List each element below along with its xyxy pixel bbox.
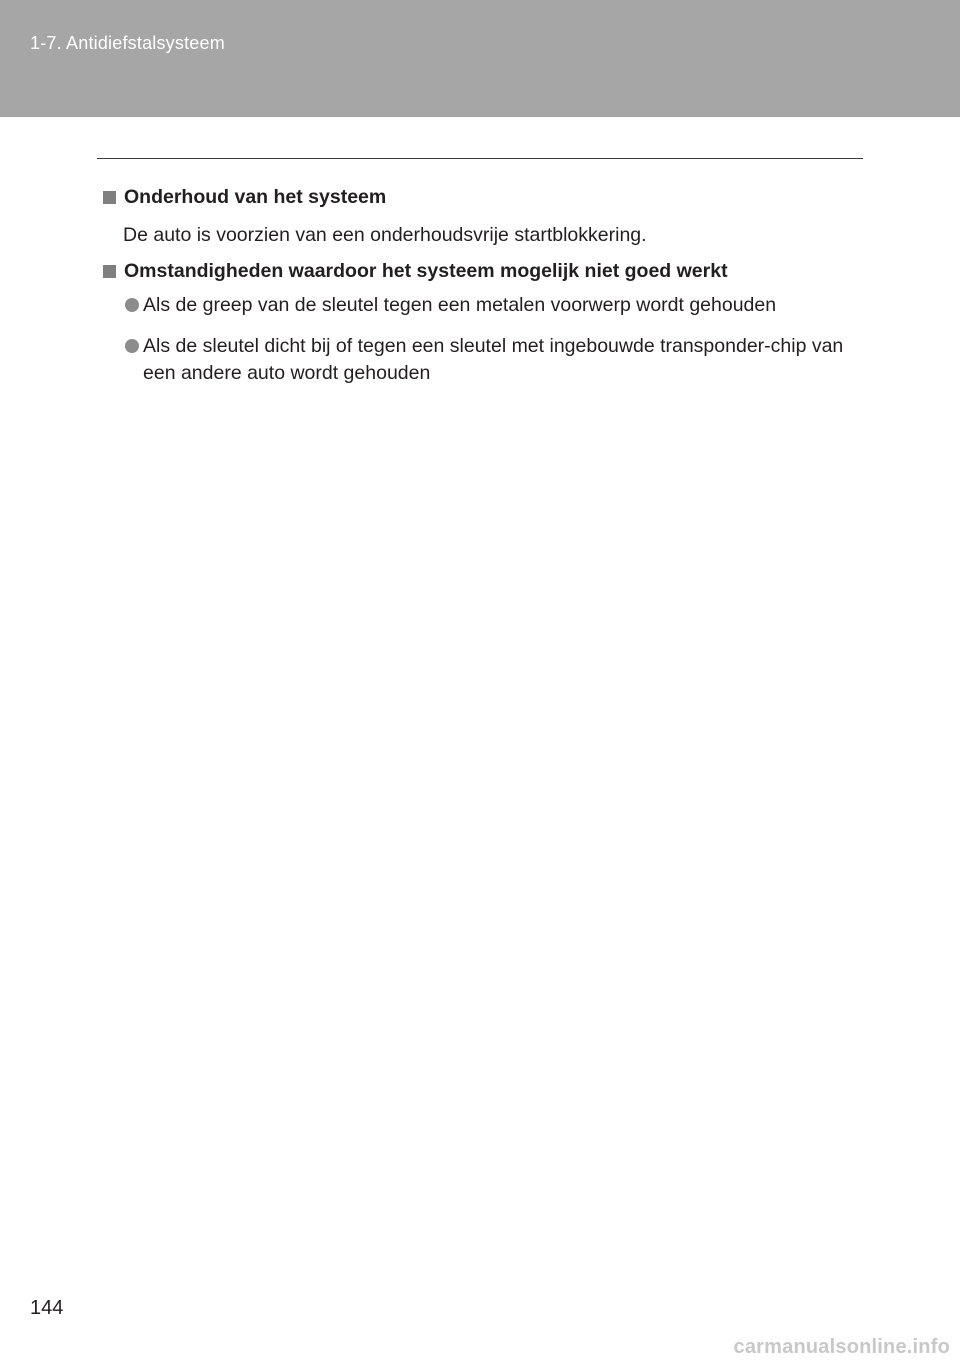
heading-conditions bbox=[103, 260, 728, 283]
page-number: 144 bbox=[30, 1297, 64, 1319]
header-band bbox=[0, 0, 960, 117]
circle-bullet-icon bbox=[125, 298, 139, 312]
list-item bbox=[123, 333, 863, 387]
section-title: 1-7. Antidiefstalsysteem bbox=[30, 33, 225, 53]
square-bullet-icon bbox=[103, 191, 116, 204]
heading-text: Omstandigheden waardoor het systeem mogelijk niet goed werkt bbox=[124, 260, 728, 282]
watermark: carmanualsonline.info bbox=[733, 1336, 950, 1358]
list-item-text: Als de sleutel dicht bij of tegen een sleutel met ingebouwde transponder-chip van een andere auto wordt gehouden bbox=[143, 335, 844, 384]
list-item-text: Als de greep van de sleutel tegen een metalen voorwerp wordt gehouden bbox=[143, 294, 777, 316]
circle-bullet-icon bbox=[125, 339, 139, 353]
heading-maintenance bbox=[103, 186, 386, 209]
heading-text: Onderhoud van het systeem bbox=[124, 186, 387, 208]
horizontal-rule bbox=[97, 158, 863, 159]
paragraph-maintenance: De auto is voorzien van een onderhoudsvrije startblokkering. bbox=[123, 224, 647, 246]
list-item bbox=[123, 292, 863, 319]
square-bullet-icon bbox=[103, 265, 116, 278]
